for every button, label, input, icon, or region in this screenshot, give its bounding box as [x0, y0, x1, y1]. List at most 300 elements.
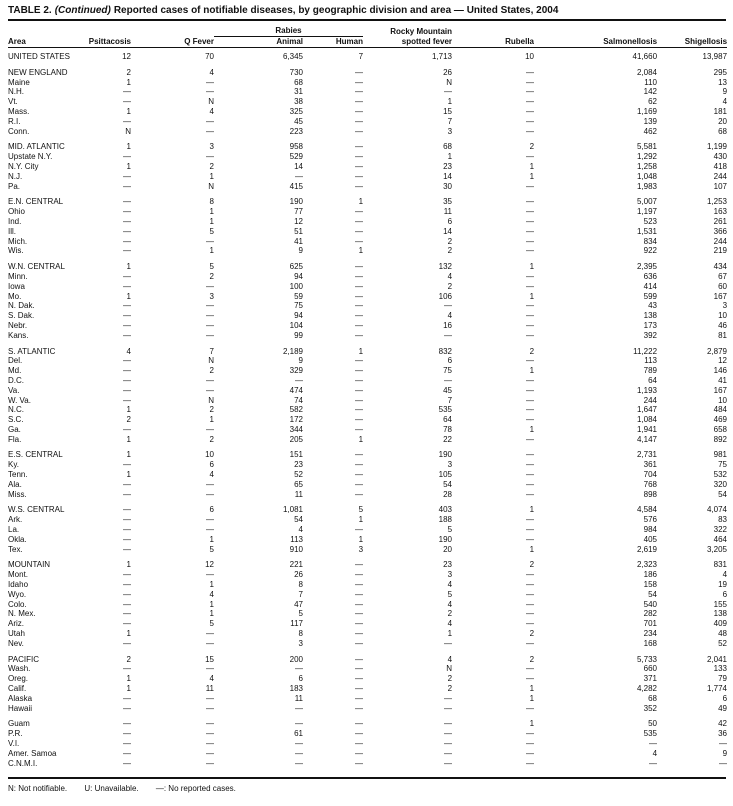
area-cell: Wash. — [8, 664, 31, 674]
value-cell: — — [123, 599, 131, 609]
value-cell: 1 — [529, 424, 535, 434]
table-row — [8, 460, 727, 470]
value-cell: — — [444, 638, 453, 648]
area-cell: P.R. — [8, 729, 23, 739]
value-cell: 183 — [289, 684, 303, 694]
value-cell: 5 — [447, 589, 453, 599]
table-header — [8, 21, 727, 48]
value-cell: 1 — [126, 560, 131, 570]
value-cell: 5 — [298, 609, 303, 619]
value-cell: 105 — [438, 470, 453, 480]
value-cell: 200 — [289, 654, 303, 664]
footnotes — [8, 777, 726, 793]
value-cell: — — [206, 719, 214, 729]
value-cell: 1 — [529, 161, 535, 171]
value-cell: 2 — [447, 684, 453, 694]
area-cell: S.C. — [8, 415, 24, 425]
value-cell: — — [355, 729, 364, 739]
value-cell: 52 — [718, 638, 728, 648]
value-cell: 1,253 — [706, 197, 728, 207]
value-cell: 523 — [643, 216, 658, 226]
value-cell: — — [123, 424, 131, 434]
value-cell: — — [206, 638, 214, 648]
value-cell: — — [355, 291, 364, 301]
value-cell: — — [355, 181, 364, 191]
table-title-continued: (Continued) — [54, 5, 111, 16]
value-cell: — — [355, 758, 364, 768]
value-cell: 244 — [713, 171, 728, 181]
value-cell: 658 — [713, 424, 728, 434]
value-cell: 701 — [643, 619, 658, 629]
value-cell: 59 — [294, 291, 303, 301]
value-cell: 898 — [643, 489, 658, 499]
footnote-not-notifiable: N: Not notifiable. — [8, 784, 68, 794]
table-row — [8, 570, 727, 580]
value-cell: 2 — [209, 271, 214, 281]
value-cell: — — [526, 271, 535, 281]
area-cell: NEW ENGLAND — [8, 67, 68, 77]
value-cell: 10 — [718, 311, 728, 321]
value-cell: 10 — [525, 52, 535, 61]
value-cell: — — [355, 654, 364, 664]
col-header-salmonellosis: Salmonellosis — [534, 21, 657, 48]
table-row — [8, 127, 727, 137]
value-cell: — — [355, 385, 364, 395]
value-cell: 1 — [209, 609, 214, 619]
value-cell: 599 — [643, 291, 658, 301]
value-cell: 11 — [205, 684, 214, 694]
value-cell: — — [526, 356, 535, 366]
table-row — [8, 425, 727, 435]
area-cell: Tenn. — [8, 470, 28, 480]
value-cell: 1,081 — [282, 505, 303, 515]
area-cell: Utah — [8, 629, 25, 639]
value-cell: 1 — [358, 246, 364, 256]
value-cell: 789 — [643, 366, 658, 376]
col-header-rocky-mountain-spotted-fever — [363, 21, 452, 48]
value-cell: — — [355, 599, 364, 609]
value-cell: 42 — [718, 719, 728, 729]
value-cell: — — [526, 609, 535, 619]
value-cell: 15 — [205, 654, 214, 664]
value-cell: 28 — [443, 489, 453, 499]
value-cell: 4 — [209, 589, 214, 599]
value-cell: 2 — [529, 142, 535, 152]
value-cell: 23 — [443, 161, 453, 171]
value-cell: — — [444, 330, 453, 340]
value-cell: N — [446, 664, 453, 674]
value-cell: — — [123, 330, 131, 340]
value-cell: — — [355, 226, 364, 236]
area-cell: Okla. — [8, 534, 27, 544]
value-cell: 172 — [289, 415, 303, 425]
area-cell: N. Dak. — [8, 301, 35, 311]
value-cell: 4 — [126, 346, 131, 356]
value-cell: 1 — [126, 470, 131, 480]
value-cell: 99 — [294, 330, 303, 340]
value-cell: 54 — [294, 515, 303, 525]
value-cell: N — [208, 97, 214, 107]
value-cell: — — [649, 739, 658, 748]
value-cell: 132 — [438, 262, 453, 272]
value-cell: 6 — [209, 460, 214, 470]
table-body — [8, 48, 727, 769]
value-cell: — — [355, 207, 364, 217]
value-cell: N — [208, 395, 214, 405]
table-row — [8, 619, 727, 629]
value-cell: 16 — [443, 320, 453, 330]
value-cell: 1,169 — [636, 106, 658, 116]
value-cell: 1 — [209, 599, 214, 609]
value-cell: 100 — [289, 281, 303, 291]
value-cell: 7 — [298, 589, 303, 599]
value-cell: 5 — [209, 262, 214, 272]
value-cell: — — [123, 320, 131, 330]
table-row — [8, 713, 727, 729]
value-cell: 168 — [643, 638, 658, 648]
table-row — [8, 87, 727, 97]
value-cell: 4 — [209, 67, 214, 77]
value-cell: — — [123, 366, 131, 376]
area-cell: Alaska — [8, 693, 33, 703]
value-cell: — — [206, 629, 214, 639]
value-cell: 11 — [443, 207, 453, 217]
value-cell: — — [355, 629, 364, 639]
value-cell: — — [295, 664, 303, 674]
value-cell: — — [526, 470, 535, 480]
value-cell: — — [206, 320, 214, 330]
area-cell: PACIFIC — [8, 654, 39, 664]
value-cell: 64 — [648, 375, 658, 385]
value-cell: 151 — [289, 450, 303, 460]
value-cell: 295 — [713, 67, 728, 77]
value-cell: 540 — [643, 599, 658, 609]
value-cell: 4 — [298, 525, 303, 535]
table-row — [8, 301, 727, 311]
value-cell: 83 — [718, 515, 728, 525]
value-cell: N — [208, 356, 214, 366]
footnote-unavailable: U: Unavailable. — [84, 784, 139, 794]
value-cell: 1 — [126, 291, 131, 301]
value-cell: 3 — [298, 638, 303, 648]
area-cell: La. — [8, 525, 20, 535]
value-cell: 9 — [298, 246, 303, 256]
value-cell: — — [526, 320, 535, 330]
value-cell: — — [295, 703, 303, 713]
value-cell: 261 — [713, 216, 728, 226]
value-cell: — — [123, 609, 131, 619]
value-cell: — — [526, 739, 535, 748]
value-cell: — — [355, 489, 364, 499]
table-row — [8, 749, 727, 759]
value-cell: 12 — [122, 52, 131, 61]
table-row — [8, 311, 727, 321]
table-row — [8, 78, 727, 88]
value-cell: 4 — [209, 674, 214, 684]
value-cell: — — [526, 729, 535, 739]
value-cell: 322 — [713, 525, 728, 535]
value-cell: 138 — [643, 311, 658, 321]
value-cell: — — [123, 281, 131, 291]
value-cell: — — [355, 311, 364, 321]
value-cell: 1 — [447, 152, 453, 162]
value-cell: — — [123, 375, 131, 385]
value-cell: 834 — [643, 236, 658, 246]
value-cell: — — [206, 375, 214, 385]
value-cell: 2 — [529, 560, 535, 570]
value-cell: 1,084 — [636, 415, 658, 425]
value-cell: — — [444, 301, 453, 311]
value-cell: — — [123, 570, 131, 580]
value-cell: — — [526, 599, 535, 609]
value-cell: — — [123, 311, 131, 321]
value-cell: — — [355, 171, 364, 181]
table-row — [8, 356, 727, 366]
area-cell: Md. — [8, 366, 22, 376]
table-row — [8, 341, 727, 357]
value-cell: 1 — [126, 77, 131, 87]
table-row — [8, 117, 727, 127]
value-cell: — — [355, 609, 364, 619]
table-row — [8, 435, 727, 445]
value-cell: 469 — [713, 415, 728, 425]
value-cell: 2,619 — [636, 544, 658, 554]
value-cell: 106 — [438, 291, 453, 301]
value-cell: — — [355, 739, 364, 748]
area-cell: D.C. — [8, 375, 24, 385]
value-cell: 2 — [126, 67, 131, 77]
value-cell: 1 — [126, 684, 131, 694]
value-cell: 1 — [529, 684, 535, 694]
table-row — [8, 107, 727, 117]
value-cell: — — [355, 589, 364, 599]
area-cell: N.J. — [8, 171, 23, 181]
value-cell: 3 — [209, 291, 214, 301]
value-cell: 12 — [205, 560, 214, 570]
value-cell: — — [123, 719, 131, 729]
value-cell: — — [526, 375, 535, 385]
value-cell: — — [206, 479, 214, 489]
col-header-rabies-human: Human — [303, 37, 363, 48]
value-cell: — — [123, 356, 131, 366]
value-cell: 1 — [447, 629, 453, 639]
value-cell: — — [526, 580, 535, 590]
value-cell: 2 — [529, 629, 535, 639]
value-cell: 234 — [643, 629, 658, 639]
value-cell: 46 — [718, 320, 728, 330]
value-cell: — — [526, 311, 535, 321]
value-cell: — — [526, 97, 535, 107]
value-cell: 1,048 — [636, 171, 658, 181]
value-cell: — — [355, 748, 364, 758]
value-cell: 922 — [643, 246, 658, 256]
value-cell: — — [295, 758, 303, 768]
table-row — [8, 590, 727, 600]
value-cell: 1 — [209, 534, 214, 544]
value-cell: 831 — [713, 560, 728, 570]
value-cell: — — [123, 505, 131, 515]
area-cell: C.N.M.I. — [8, 758, 38, 768]
value-cell: 5,581 — [636, 142, 658, 152]
value-cell: 430 — [713, 152, 728, 162]
value-cell: — — [355, 262, 364, 272]
header-row-groups — [8, 21, 727, 37]
value-cell: 11 — [294, 693, 303, 703]
area-cell: Wyo. — [8, 589, 27, 599]
value-cell: — — [526, 525, 535, 535]
value-cell: — — [355, 77, 364, 87]
value-cell: 1 — [126, 106, 131, 116]
value-cell: 60 — [718, 281, 728, 291]
value-cell: 2 — [447, 281, 453, 291]
value-cell: 142 — [643, 87, 658, 97]
area-cell: Calif. — [8, 684, 27, 694]
value-cell: — — [526, 479, 535, 489]
value-cell: — — [355, 216, 364, 226]
value-cell: 1 — [126, 434, 131, 444]
value-cell: — — [295, 375, 303, 385]
value-cell: — — [123, 619, 131, 629]
value-cell: — — [526, 460, 535, 470]
value-cell: — — [526, 748, 535, 758]
value-cell: — — [206, 748, 214, 758]
value-cell: 344 — [289, 424, 303, 434]
value-cell: 11 — [294, 489, 303, 499]
value-cell: 23 — [294, 460, 303, 470]
value-cell: 2 — [209, 405, 214, 415]
value-cell: — — [719, 739, 728, 748]
value-cell: 1 — [358, 346, 364, 356]
value-cell: — — [526, 619, 535, 629]
value-cell: N — [208, 181, 214, 191]
value-cell: — — [123, 301, 131, 311]
value-cell: — — [526, 415, 535, 425]
value-cell: — — [526, 77, 535, 87]
table-row — [8, 62, 727, 78]
table-row — [8, 136, 727, 152]
value-cell: 45 — [443, 385, 453, 395]
value-cell: 7 — [447, 116, 453, 126]
table-row — [8, 629, 727, 639]
value-cell: — — [355, 116, 364, 126]
value-cell: — — [123, 739, 131, 748]
value-cell: — — [123, 395, 131, 405]
area-cell: Ala. — [8, 479, 22, 489]
value-cell: 5 — [209, 544, 214, 554]
value-cell: — — [123, 181, 131, 191]
value-cell: 984 — [643, 525, 658, 535]
value-cell: 282 — [643, 609, 658, 619]
col-header-rubella: Rubella — [452, 21, 534, 48]
value-cell: — — [355, 470, 364, 480]
value-cell: — — [444, 758, 453, 768]
value-cell: — — [123, 271, 131, 281]
area-cell: W.S. CENTRAL — [8, 505, 65, 515]
value-cell: — — [206, 703, 214, 713]
value-cell: — — [526, 758, 535, 768]
value-cell: — — [526, 152, 535, 162]
value-cell: 1 — [358, 534, 364, 544]
area-cell: Iowa — [8, 281, 25, 291]
value-cell: — — [206, 693, 214, 703]
value-cell: 2 — [126, 415, 131, 425]
value-cell: 190 — [438, 534, 453, 544]
value-cell: 1 — [358, 197, 364, 207]
value-cell: 2,323 — [636, 560, 658, 570]
value-cell: 366 — [713, 226, 728, 236]
value-cell: — — [355, 719, 364, 729]
value-cell: — — [355, 87, 364, 97]
value-cell: 221 — [289, 560, 303, 570]
value-cell: 4 — [447, 654, 453, 664]
value-cell: 139 — [643, 116, 658, 126]
value-cell: 77 — [294, 207, 303, 217]
value-cell: 5,733 — [636, 654, 658, 664]
value-cell: — — [355, 97, 364, 107]
value-cell: 62 — [648, 97, 658, 107]
value-cell: — — [526, 67, 535, 77]
value-cell: 51 — [294, 226, 303, 236]
value-cell: 4 — [447, 619, 453, 629]
value-cell: — — [206, 739, 214, 748]
value-cell: 4,584 — [636, 505, 658, 515]
value-cell: 1 — [209, 415, 214, 425]
value-cell: — — [123, 748, 131, 758]
value-cell: 188 — [438, 515, 453, 525]
value-cell: 3 — [722, 301, 728, 311]
value-cell: — — [123, 236, 131, 246]
value-cell: 1 — [126, 450, 131, 460]
table-row — [8, 282, 727, 292]
value-cell: — — [206, 87, 214, 97]
value-cell: 371 — [643, 674, 658, 684]
value-cell: — — [526, 703, 535, 713]
table-row — [8, 545, 727, 555]
value-cell: 1 — [209, 580, 214, 590]
value-cell: 4,147 — [636, 434, 658, 444]
value-cell: 78 — [443, 424, 453, 434]
value-cell: 6 — [298, 674, 303, 684]
value-cell: 3 — [447, 570, 453, 580]
value-cell: — — [123, 664, 131, 674]
value-cell: 434 — [713, 262, 728, 272]
table-row — [8, 729, 727, 739]
value-cell: 1 — [447, 97, 453, 107]
value-cell: 8 — [209, 197, 214, 207]
value-cell: 22 — [443, 434, 453, 444]
rmsf-header-line2: spotted fever — [401, 37, 453, 46]
value-cell: 4 — [209, 470, 214, 480]
value-cell: 6,345 — [282, 52, 303, 61]
value-cell: 14 — [443, 171, 453, 181]
area-cell: V.I. — [8, 739, 20, 748]
table-row — [8, 386, 727, 396]
value-cell: 43 — [648, 301, 658, 311]
area-cell: Ill. — [8, 226, 16, 236]
value-cell: — — [526, 638, 535, 648]
value-cell: — — [355, 405, 364, 415]
value-cell: — — [526, 674, 535, 684]
value-cell: 61 — [294, 729, 303, 739]
value-cell: 5 — [447, 525, 453, 535]
value-cell: N — [446, 77, 453, 87]
value-cell: 8 — [298, 629, 303, 639]
value-cell: 1,193 — [636, 385, 658, 395]
table-row — [8, 639, 727, 649]
table-row — [8, 237, 727, 247]
value-cell: — — [206, 525, 214, 535]
table-row — [8, 535, 727, 545]
